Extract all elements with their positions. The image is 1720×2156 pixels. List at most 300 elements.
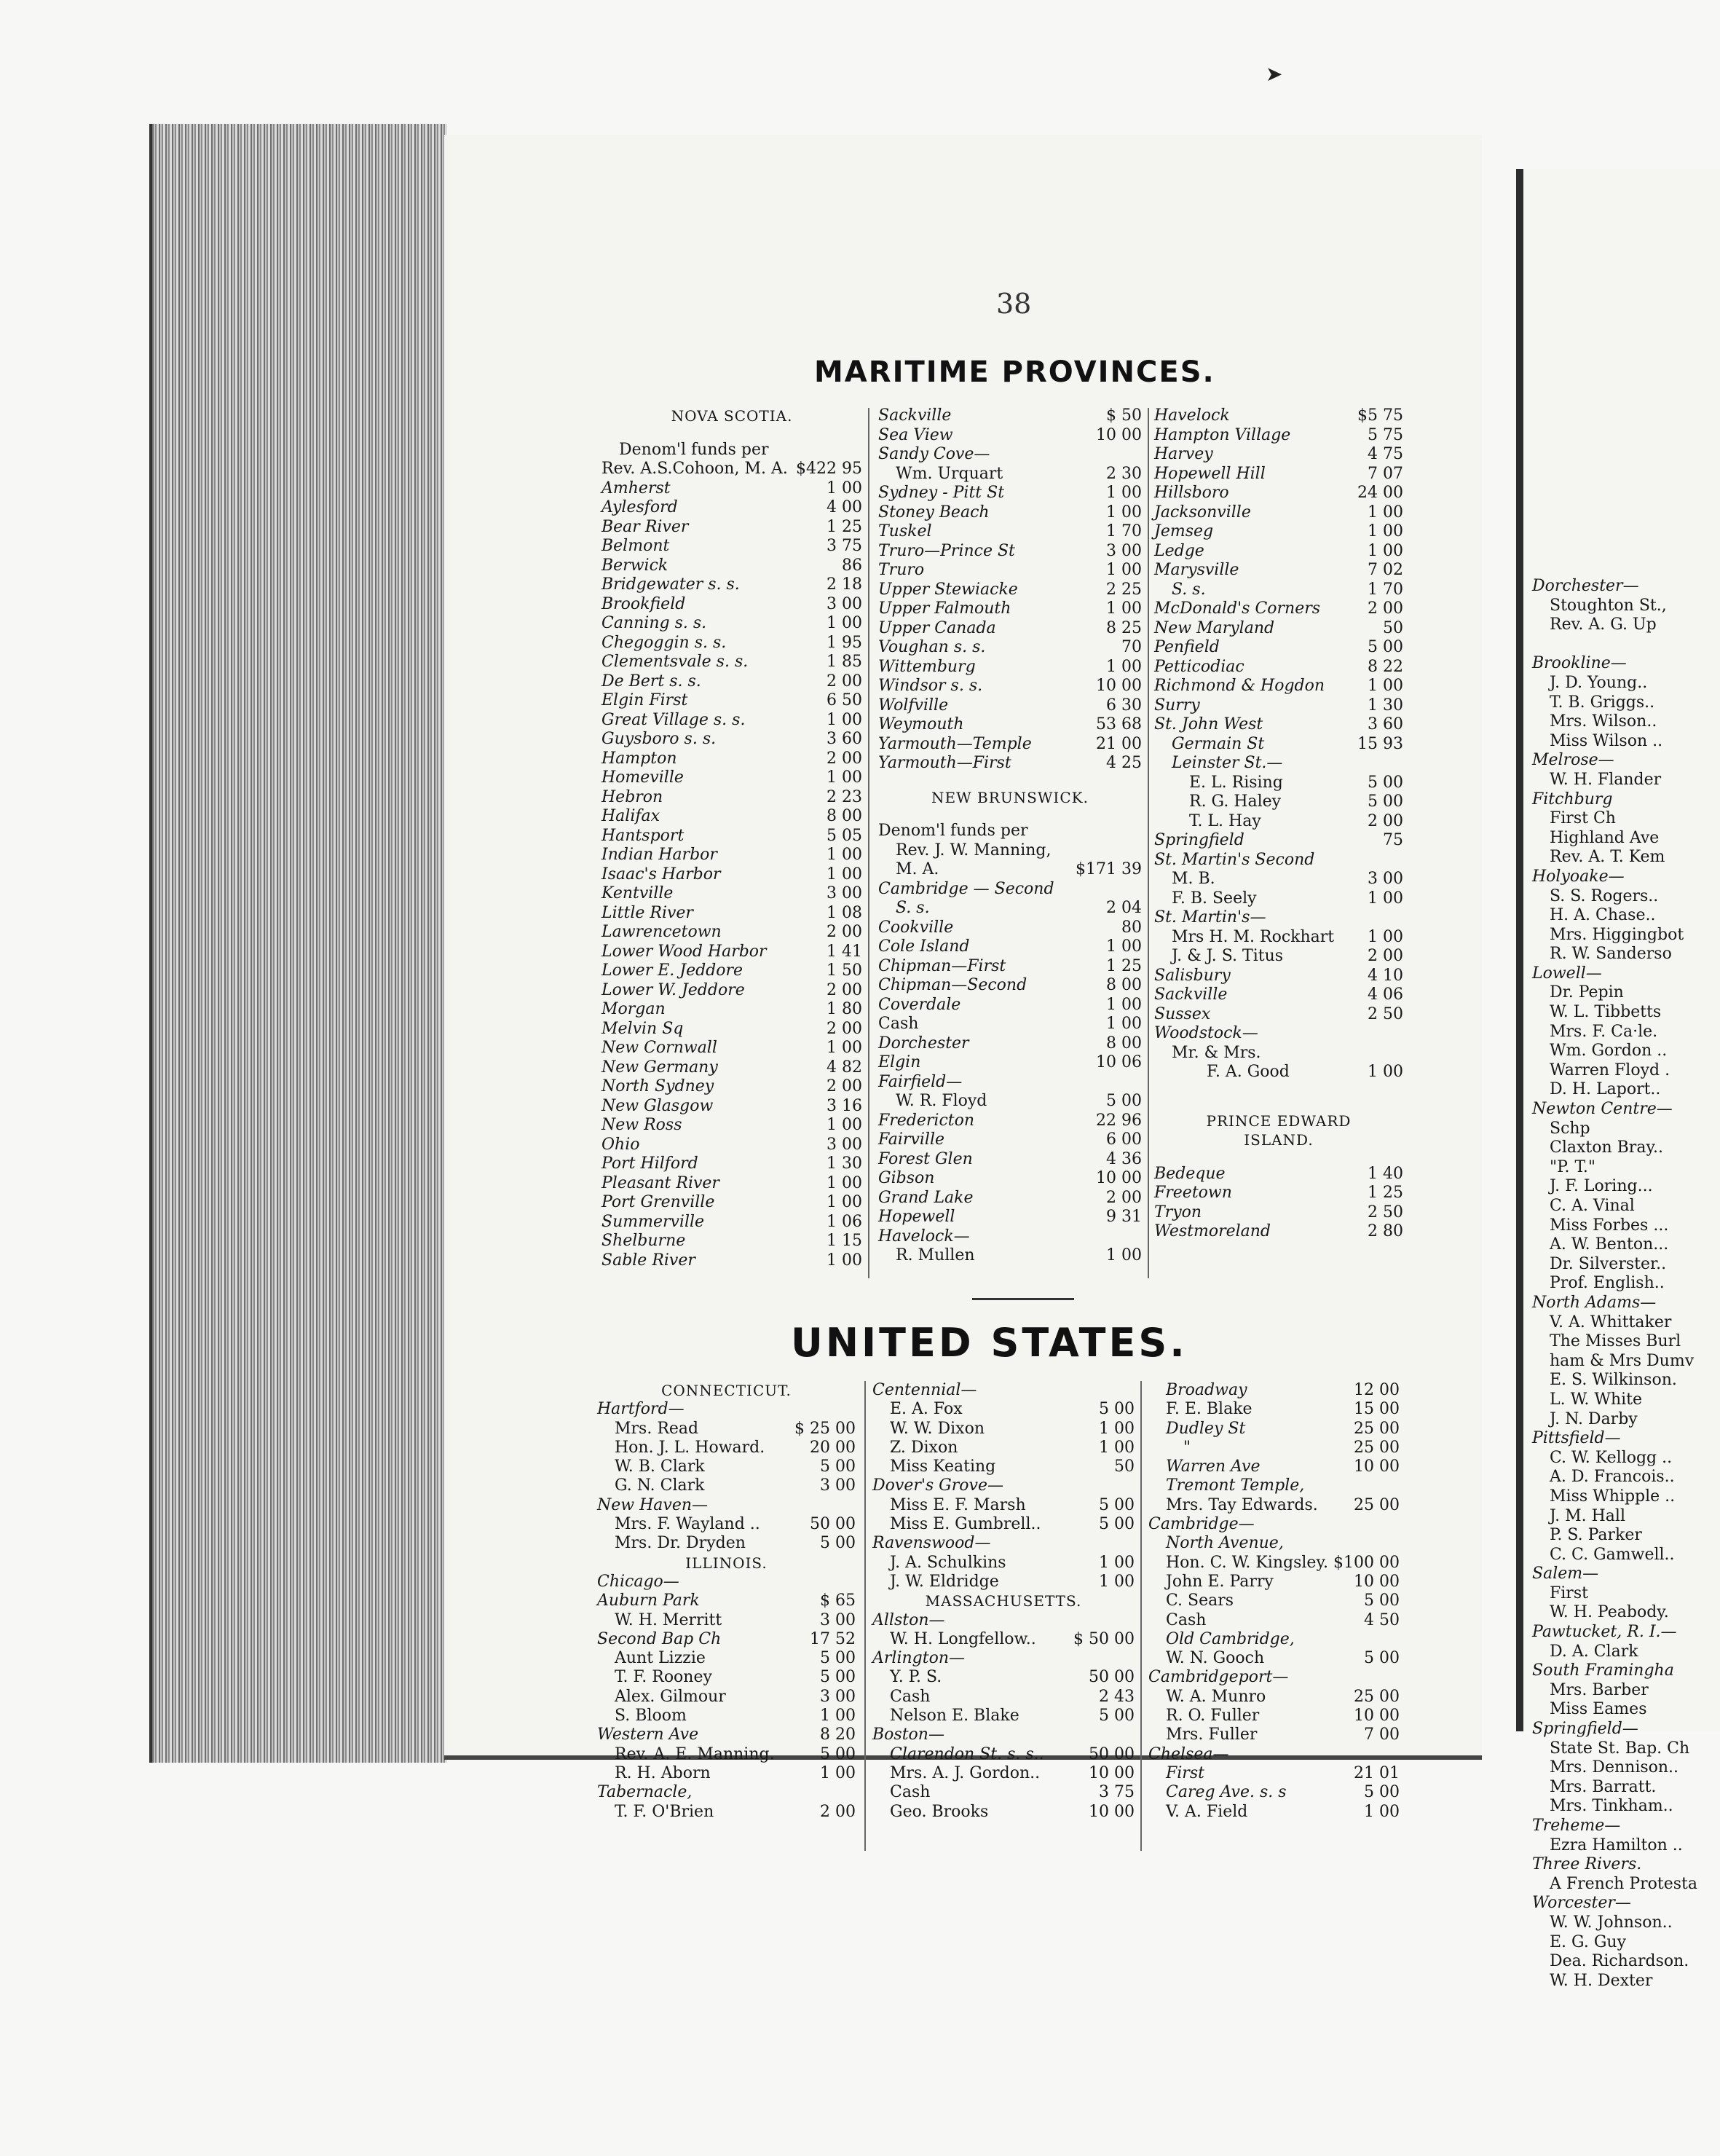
ledger-entry bbox=[1148, 1592, 1400, 1610]
entry-amount: 2 18 bbox=[827, 575, 862, 594]
entry-name: Dorchester bbox=[878, 1034, 969, 1053]
next-page-line: P. S. Parker bbox=[1550, 1526, 1642, 1545]
entry-name: Tryon bbox=[1154, 1203, 1202, 1221]
ledger-entry bbox=[601, 479, 862, 499]
ledger-entry bbox=[601, 1058, 862, 1078]
entry-name: New Maryland bbox=[1154, 618, 1275, 637]
entry-name: John E. Parry bbox=[1166, 1572, 1274, 1591]
entry-amount: 2 00 bbox=[827, 1077, 862, 1095]
entry-name: Cole Island bbox=[878, 937, 970, 956]
entry-amount: 10 00 bbox=[1354, 1572, 1400, 1591]
entry-amount: 2 30 bbox=[1106, 464, 1142, 483]
entry-name: Great Village s. s. bbox=[601, 710, 746, 729]
entry-name: North Sydney bbox=[601, 1077, 714, 1095]
entry-name: Belmont bbox=[601, 537, 670, 555]
ledger-entry bbox=[597, 1707, 856, 1726]
ledger-entry bbox=[601, 1097, 862, 1117]
entry-name: Ledge bbox=[1154, 541, 1204, 560]
entry-name: S. s. bbox=[896, 899, 930, 917]
ledger-entry bbox=[878, 1227, 1142, 1247]
ledger-entry bbox=[878, 696, 1142, 716]
entry-amount: 1 00 bbox=[1099, 1572, 1135, 1591]
section-heading: MASSACHUSETTS. bbox=[925, 1592, 1082, 1610]
entry-amount: 4 75 bbox=[1368, 445, 1403, 463]
section-heading: NOVA SCOTIA. bbox=[671, 407, 793, 425]
entry-amount: 1 30 bbox=[827, 1154, 862, 1173]
entry-name: Morgan bbox=[601, 1000, 666, 1018]
entry-name: Upper Stewiacke bbox=[878, 580, 1018, 599]
ledger-entry bbox=[1148, 1668, 1400, 1687]
entry-name: Tremont Temple, bbox=[1166, 1476, 1305, 1495]
ledger-entry bbox=[601, 1020, 862, 1039]
entry-name: Hampton Village bbox=[1154, 425, 1291, 444]
connecticut-illinois-column bbox=[597, 1381, 856, 1822]
entry-name: R. G. Haley bbox=[1189, 792, 1282, 811]
entry-name: Westmoreland bbox=[1154, 1222, 1271, 1240]
entry-name: Cambridge — Second bbox=[878, 879, 1054, 898]
entry-amount: 6 00 bbox=[1106, 1130, 1142, 1149]
entry-name: Amherst bbox=[601, 479, 671, 497]
ledger-entry bbox=[597, 1688, 856, 1707]
entry-name: R. H. Aborn bbox=[615, 1763, 711, 1782]
ledger-entry bbox=[1154, 406, 1403, 426]
ledger-entry bbox=[1148, 1554, 1400, 1573]
ledger-entry bbox=[597, 1726, 856, 1744]
ledger-entry bbox=[872, 1476, 1135, 1495]
entry-amount: 6 30 bbox=[1106, 696, 1142, 715]
ledger-entry bbox=[878, 599, 1142, 619]
next-page-line: W. H. Peabody. bbox=[1550, 1603, 1669, 1622]
ledger-entry bbox=[872, 1496, 1135, 1515]
entry-name: Havelock bbox=[1154, 406, 1230, 425]
entry-amount: 3 00 bbox=[827, 594, 862, 613]
ledger-entry bbox=[878, 1169, 1142, 1189]
entry-name: Chipman—Second bbox=[878, 976, 1027, 994]
ledger-entry bbox=[601, 1213, 862, 1232]
ledger-entry bbox=[1154, 1184, 1403, 1203]
entry-amount: 1 00 bbox=[1368, 503, 1403, 522]
ledger-entry bbox=[601, 556, 862, 576]
column-divider bbox=[1148, 408, 1149, 1278]
entry-name: W. W. Dixon bbox=[890, 1419, 985, 1438]
next-page-line: Rev. A. T. Kem bbox=[1550, 848, 1665, 867]
ledger-entry bbox=[1148, 1439, 1400, 1457]
entry-amount: 5 00 bbox=[1364, 1649, 1400, 1668]
entry-name: Halifax bbox=[601, 807, 660, 825]
ledger-entry bbox=[1154, 1063, 1403, 1082]
ledger-entry bbox=[1148, 1611, 1400, 1630]
ledger-entry bbox=[872, 1688, 1135, 1707]
ledger-entry bbox=[601, 961, 862, 981]
entry-amount: 1 00 bbox=[827, 614, 862, 632]
entry-name: Mrs. Dr. Dryden bbox=[615, 1534, 746, 1553]
entry-amount: 9 31 bbox=[1106, 1208, 1142, 1226]
ledger-entry bbox=[597, 1668, 856, 1687]
ledger-entry bbox=[872, 1668, 1135, 1687]
ledger-entry bbox=[1154, 774, 1403, 793]
entry-amount: 50 00 bbox=[810, 1515, 856, 1534]
entry-amount: 12 00 bbox=[1354, 1381, 1400, 1399]
entry-name: E. A. Fox bbox=[890, 1400, 963, 1419]
entry-amount: 5 00 bbox=[1364, 1592, 1400, 1610]
ledger-entry bbox=[1148, 1420, 1400, 1439]
entry-amount: 50 bbox=[1114, 1457, 1135, 1476]
entry-amount: 10 00 bbox=[1089, 1763, 1135, 1782]
column-divider bbox=[868, 408, 869, 1278]
ledger-entry bbox=[1148, 1400, 1400, 1419]
ledger-entry bbox=[601, 1154, 862, 1174]
ledger-entry bbox=[1154, 715, 1403, 735]
entry-name: Grand Lake bbox=[878, 1188, 974, 1207]
entry-name: E. L. Rising bbox=[1189, 773, 1283, 792]
entry-amount: 2 50 bbox=[1368, 1004, 1403, 1023]
ledger-entry bbox=[1154, 928, 1403, 948]
entry-amount: 1 00 bbox=[1106, 1015, 1142, 1033]
entry-name: Stoney Beach bbox=[878, 503, 990, 522]
entry-name: New Haven— bbox=[597, 1495, 709, 1514]
entry-name: Miss E. Gumbrell.. bbox=[890, 1515, 1041, 1534]
ledger-entry bbox=[601, 711, 862, 731]
next-page-line: Pawtucket, R. I.— bbox=[1532, 1623, 1677, 1642]
next-page-line: A. D. Francois.. bbox=[1550, 1468, 1675, 1487]
ledger-entry bbox=[597, 1630, 856, 1649]
entry-name: Mrs. F. Wayland .. bbox=[615, 1515, 760, 1534]
entry-name: North Avenue, bbox=[1166, 1534, 1284, 1553]
entry-name: Cash bbox=[1166, 1610, 1207, 1629]
next-page-line: E. S. Wilkinson. bbox=[1550, 1371, 1677, 1390]
next-page-line: C. C. Gamwell.. bbox=[1550, 1545, 1675, 1564]
nova-scotia-column bbox=[601, 406, 862, 1270]
next-page-line: A French Protesta bbox=[1550, 1874, 1698, 1893]
entry-name: Fairville bbox=[878, 1130, 944, 1149]
ledger-entry bbox=[1154, 1044, 1403, 1063]
next-page-line: Rev. A. G. Up bbox=[1550, 615, 1657, 634]
ledger-entry bbox=[1154, 465, 1403, 484]
entry-amount: 1 15 bbox=[827, 1232, 862, 1250]
entry-name: Warren Ave bbox=[1166, 1457, 1261, 1476]
next-page-line: Mrs. Barber bbox=[1550, 1680, 1649, 1699]
ledger-entry bbox=[878, 638, 1142, 658]
entry-name: Mrs. A. J. Gordon.. bbox=[890, 1763, 1041, 1782]
entry-name: Ravenswood— bbox=[872, 1534, 991, 1553]
next-page-line: Springfield— bbox=[1532, 1720, 1638, 1739]
entry-amount: 7 00 bbox=[1364, 1726, 1400, 1744]
entry-amount: 2 00 bbox=[1368, 811, 1403, 830]
entry-amount: 24 00 bbox=[1357, 484, 1403, 502]
ledger-entry bbox=[1154, 503, 1403, 523]
entry-name: W. R. Floyd bbox=[896, 1092, 987, 1110]
ledger-entry bbox=[597, 1457, 856, 1476]
entry-amount: 5 00 bbox=[1368, 792, 1403, 811]
entry-amount: 1 80 bbox=[827, 1000, 862, 1018]
entry-amount: 2 00 bbox=[1368, 599, 1403, 618]
ledger-entry bbox=[597, 1400, 856, 1419]
ledger-entry bbox=[1154, 599, 1403, 619]
entry-name: Sackville bbox=[878, 406, 952, 425]
entry-amount: 4 50 bbox=[1364, 1610, 1400, 1629]
entry-name: Pleasant River bbox=[601, 1173, 719, 1192]
ledger-entry bbox=[878, 1073, 1142, 1093]
entry-name: Elgin First bbox=[601, 691, 688, 709]
entry-amount: 1 00 bbox=[1106, 599, 1142, 618]
ledger-entry bbox=[601, 943, 862, 962]
page-number: 38 bbox=[996, 288, 1032, 320]
ledger-entry bbox=[878, 899, 1142, 918]
ledger-entry bbox=[1148, 1476, 1400, 1495]
entry-name: Hopewell bbox=[878, 1208, 955, 1226]
entry-amount: 1 00 bbox=[1368, 927, 1403, 946]
ledger-entry bbox=[878, 880, 1142, 900]
ledger-entry bbox=[601, 653, 862, 672]
entry-amount: 3 00 bbox=[820, 1687, 856, 1706]
entry-name: Clarendon St. s. s.. bbox=[890, 1744, 1044, 1763]
entry-amount: 53 68 bbox=[1096, 715, 1142, 733]
entry-amount: 3 00 bbox=[827, 884, 862, 902]
next-page-line: Fitchburg bbox=[1532, 790, 1613, 808]
entry-name: Arlington— bbox=[872, 1649, 965, 1668]
next-page-line: ham & Mrs Dumv bbox=[1550, 1351, 1695, 1370]
entry-name: R. O. Fuller bbox=[1166, 1707, 1260, 1726]
entry-name: T. L. Hay bbox=[1189, 811, 1261, 830]
entry-amount: 1 00 bbox=[827, 768, 862, 787]
entry-name: Bear River bbox=[601, 517, 689, 536]
entry-name: Hillsboro bbox=[1154, 484, 1229, 502]
ledger-entry bbox=[878, 1208, 1142, 1227]
entry-name: Lower Wood Harbor bbox=[601, 942, 767, 961]
ledger-entry bbox=[601, 498, 862, 518]
spacer bbox=[1154, 1150, 1403, 1165]
entry-amount: 5 00 bbox=[820, 1457, 856, 1476]
entry-amount: 3 60 bbox=[1368, 715, 1403, 733]
entry-name: Denom'l funds per bbox=[878, 822, 1028, 840]
next-page-line: Dea. Richardson. bbox=[1550, 1952, 1689, 1971]
entry-amount: 50 00 bbox=[1089, 1668, 1135, 1687]
entry-amount: 1 00 bbox=[1099, 1553, 1135, 1572]
ledger-entry bbox=[1154, 581, 1403, 600]
ledger-entry bbox=[601, 537, 862, 556]
next-page-line: C. W. Kellogg .. bbox=[1550, 1448, 1673, 1467]
next-page-line: Ezra Hamilton .. bbox=[1550, 1836, 1683, 1854]
entry-amount: 2 23 bbox=[827, 787, 862, 806]
ledger-entry bbox=[872, 1420, 1135, 1439]
entry-amount: 1 00 bbox=[1364, 1802, 1400, 1821]
next-page-line bbox=[1532, 635, 1697, 655]
entry-amount: $ 65 bbox=[820, 1592, 856, 1610]
next-page-line: Pittsfield— bbox=[1532, 1429, 1621, 1448]
ledger-entry bbox=[601, 923, 862, 943]
ledger-entry bbox=[872, 1764, 1135, 1783]
entry-name: Summerville bbox=[601, 1212, 705, 1231]
ledger-entry bbox=[601, 865, 862, 885]
entry-amount: 1 00 bbox=[1106, 657, 1142, 676]
entry-name: W. H. Merritt bbox=[615, 1610, 722, 1629]
entry-amount: 70 bbox=[1121, 638, 1142, 656]
entry-amount: 1 00 bbox=[1099, 1438, 1135, 1457]
ledger-entry bbox=[878, 503, 1142, 523]
next-page-line: Newton Centre— bbox=[1532, 1100, 1673, 1119]
ledger-entry bbox=[1154, 851, 1403, 870]
next-page-line: C. A. Vinal bbox=[1550, 1197, 1635, 1215]
massachusetts-continued-column bbox=[1148, 1381, 1400, 1822]
ledger-entry bbox=[878, 1092, 1142, 1112]
scan-mark: ➤ bbox=[1266, 62, 1283, 86]
ledger-entry bbox=[878, 542, 1142, 562]
ledger-entry bbox=[1148, 1745, 1400, 1764]
ledger-entry bbox=[601, 1116, 862, 1136]
entry-name: Y. P. S. bbox=[890, 1668, 942, 1687]
ledger-entry bbox=[601, 807, 862, 827]
ledger-entry bbox=[601, 750, 862, 769]
entry-name: Voughan s. s. bbox=[878, 638, 986, 656]
entry-amount: 15 00 bbox=[1354, 1400, 1400, 1419]
entry-amount: 25 00 bbox=[1354, 1419, 1400, 1438]
ledger-entry bbox=[1154, 696, 1403, 716]
ledger-entry bbox=[601, 1077, 862, 1097]
ledger-entry bbox=[1154, 638, 1403, 658]
entry-amount: 50 00 bbox=[1089, 1744, 1135, 1763]
ledger-entry bbox=[872, 1554, 1135, 1573]
next-page-line: Schp bbox=[1550, 1119, 1590, 1138]
ledger-entry bbox=[878, 465, 1142, 484]
next-page-line: Miss Whipple .. bbox=[1550, 1487, 1676, 1506]
entry-amount: 5 00 bbox=[1368, 773, 1403, 792]
entry-name: Chegoggin s. s. bbox=[601, 633, 727, 652]
entry-name: Miss E. F. Marsh bbox=[890, 1495, 1026, 1514]
entry-amount: $ 25 00 bbox=[794, 1419, 856, 1438]
entry-amount: 1 00 bbox=[1368, 522, 1403, 540]
entry-name: Clementsvale s. s. bbox=[601, 653, 749, 671]
entry-name: Hopewell Hill bbox=[1154, 464, 1266, 483]
ledger-entry bbox=[1154, 542, 1403, 562]
next-page-fragment bbox=[1516, 169, 1720, 1990]
entry-name: Gibson bbox=[878, 1169, 935, 1187]
entry-amount: 8 20 bbox=[820, 1726, 856, 1744]
ledger-entry bbox=[872, 1783, 1135, 1802]
entry-amount: 25 00 bbox=[1354, 1495, 1400, 1514]
ledger-entry bbox=[601, 768, 862, 788]
entry-amount: 25 00 bbox=[1354, 1438, 1400, 1457]
entry-name: Chipman—First bbox=[878, 956, 1006, 975]
ledger-entry bbox=[872, 1726, 1135, 1744]
ledger-entry bbox=[597, 1439, 856, 1457]
entry-name: Leinster St.— bbox=[1172, 754, 1283, 772]
ledger-entry bbox=[1154, 1005, 1403, 1025]
entry-amount: 5 00 bbox=[820, 1744, 856, 1763]
ledger-entry bbox=[1154, 1222, 1403, 1242]
next-page-line: Highland Ave bbox=[1550, 828, 1660, 847]
next-page-line: J. D. Young.. bbox=[1550, 673, 1648, 692]
entry-amount: 10 00 bbox=[1096, 1169, 1142, 1187]
ledger-entry bbox=[1148, 1573, 1400, 1592]
entry-amount: 8 00 bbox=[1106, 1034, 1142, 1053]
entry-amount: 1 00 bbox=[820, 1763, 856, 1782]
entry-amount: 1 00 bbox=[1099, 1419, 1135, 1438]
entry-amount: 5 00 bbox=[1099, 1515, 1135, 1534]
ledger-entry bbox=[1154, 985, 1403, 1005]
entry-amount: 1 00 bbox=[820, 1707, 856, 1726]
entry-amount: 4 25 bbox=[1106, 754, 1142, 772]
spacer bbox=[1154, 1082, 1403, 1097]
entry-amount: 3 00 bbox=[820, 1476, 856, 1495]
ledger-entry bbox=[878, 735, 1142, 755]
entry-name: Alex. Gilmour bbox=[615, 1687, 726, 1706]
ledger-entry bbox=[1148, 1496, 1400, 1515]
entry-name: J. & J. S. Titus bbox=[1172, 947, 1284, 965]
ledger-entry bbox=[1154, 1165, 1403, 1184]
next-page-line: South Framingha bbox=[1532, 1661, 1674, 1680]
entry-name: McDonald's Corners bbox=[1154, 599, 1321, 618]
entry-amount: 1 00 bbox=[827, 1173, 862, 1192]
ledger-entry bbox=[878, 484, 1142, 503]
entry-name: Mrs. Read bbox=[615, 1419, 699, 1438]
next-page-line: Holyoake— bbox=[1532, 867, 1625, 886]
entry-amount: 1 00 bbox=[1368, 677, 1403, 695]
next-page-line: J. N. Darby bbox=[1550, 1409, 1638, 1428]
ledger-entry bbox=[1148, 1803, 1400, 1822]
entry-amount: 4 82 bbox=[827, 1058, 862, 1077]
entry-name: Lower W. Jeddore bbox=[601, 980, 745, 999]
ledger-entry bbox=[597, 1783, 856, 1802]
entry-name: Chelsea— bbox=[1148, 1744, 1229, 1763]
entry-amount: 1 00 bbox=[1368, 889, 1403, 908]
entry-amount: 1 00 bbox=[827, 479, 862, 497]
entry-amount: 2 43 bbox=[1099, 1687, 1135, 1706]
entry-name: Weymouth bbox=[878, 715, 964, 733]
ledger-entry bbox=[1154, 831, 1403, 851]
ledger-entry bbox=[878, 1015, 1142, 1034]
next-page-line: Mrs. Tinkham.. bbox=[1550, 1797, 1673, 1816]
ledger-entry bbox=[601, 730, 862, 750]
entry-name: Mrs. Fuller bbox=[1166, 1726, 1258, 1744]
next-page-line: Mrs. Wilson.. bbox=[1550, 712, 1657, 731]
next-page-line: Miss Wilson .. bbox=[1550, 731, 1663, 750]
entry-amount: 2 00 bbox=[1368, 947, 1403, 965]
next-page-line: The Misses Burl bbox=[1550, 1332, 1681, 1351]
entry-amount: 2 00 bbox=[1106, 1188, 1142, 1207]
next-page-line: D. A. Clark bbox=[1550, 1642, 1638, 1661]
entry-name: Cambridge— bbox=[1148, 1515, 1255, 1534]
ledger-entry bbox=[601, 691, 862, 711]
entry-name: S. s. bbox=[1172, 580, 1206, 599]
maritime-provinces-title: MARITIME PROVINCES. bbox=[814, 355, 1215, 389]
entry-name: St. John West bbox=[1154, 715, 1263, 733]
next-page-line: W. L. Tibbetts bbox=[1550, 1003, 1662, 1022]
entry-name: New Ross bbox=[601, 1116, 682, 1134]
ledger-entry bbox=[878, 1034, 1142, 1054]
ledger-entry bbox=[601, 672, 862, 692]
next-page-line: V. A. Whittaker bbox=[1550, 1313, 1672, 1331]
entry-name: Wolfville bbox=[878, 696, 949, 715]
ledger-entry bbox=[878, 1053, 1142, 1073]
ledger-entry bbox=[878, 658, 1142, 677]
ledger-entry bbox=[601, 1136, 862, 1155]
entry-amount: 10 00 bbox=[1089, 1802, 1135, 1821]
section-heading: CONNECTICUT. bbox=[661, 1382, 792, 1399]
entry-name: First bbox=[1166, 1763, 1204, 1782]
ledger-entry bbox=[597, 1764, 856, 1783]
ledger-entry bbox=[872, 1745, 1135, 1764]
next-page-line: R. W. Sanderso bbox=[1550, 945, 1672, 964]
ledger-entry bbox=[601, 518, 862, 538]
entry-name: Centennial— bbox=[872, 1381, 977, 1399]
entry-name: Marysville bbox=[1154, 561, 1239, 579]
entry-name: Penfield bbox=[1154, 638, 1220, 656]
entry-amount: 5 05 bbox=[827, 826, 862, 845]
spacer bbox=[878, 774, 1142, 788]
next-page-line: Treheme— bbox=[1532, 1817, 1621, 1835]
entry-name: Rev. A. E. Manning. bbox=[615, 1744, 775, 1763]
next-page-line: Stoughton St., bbox=[1550, 596, 1667, 615]
